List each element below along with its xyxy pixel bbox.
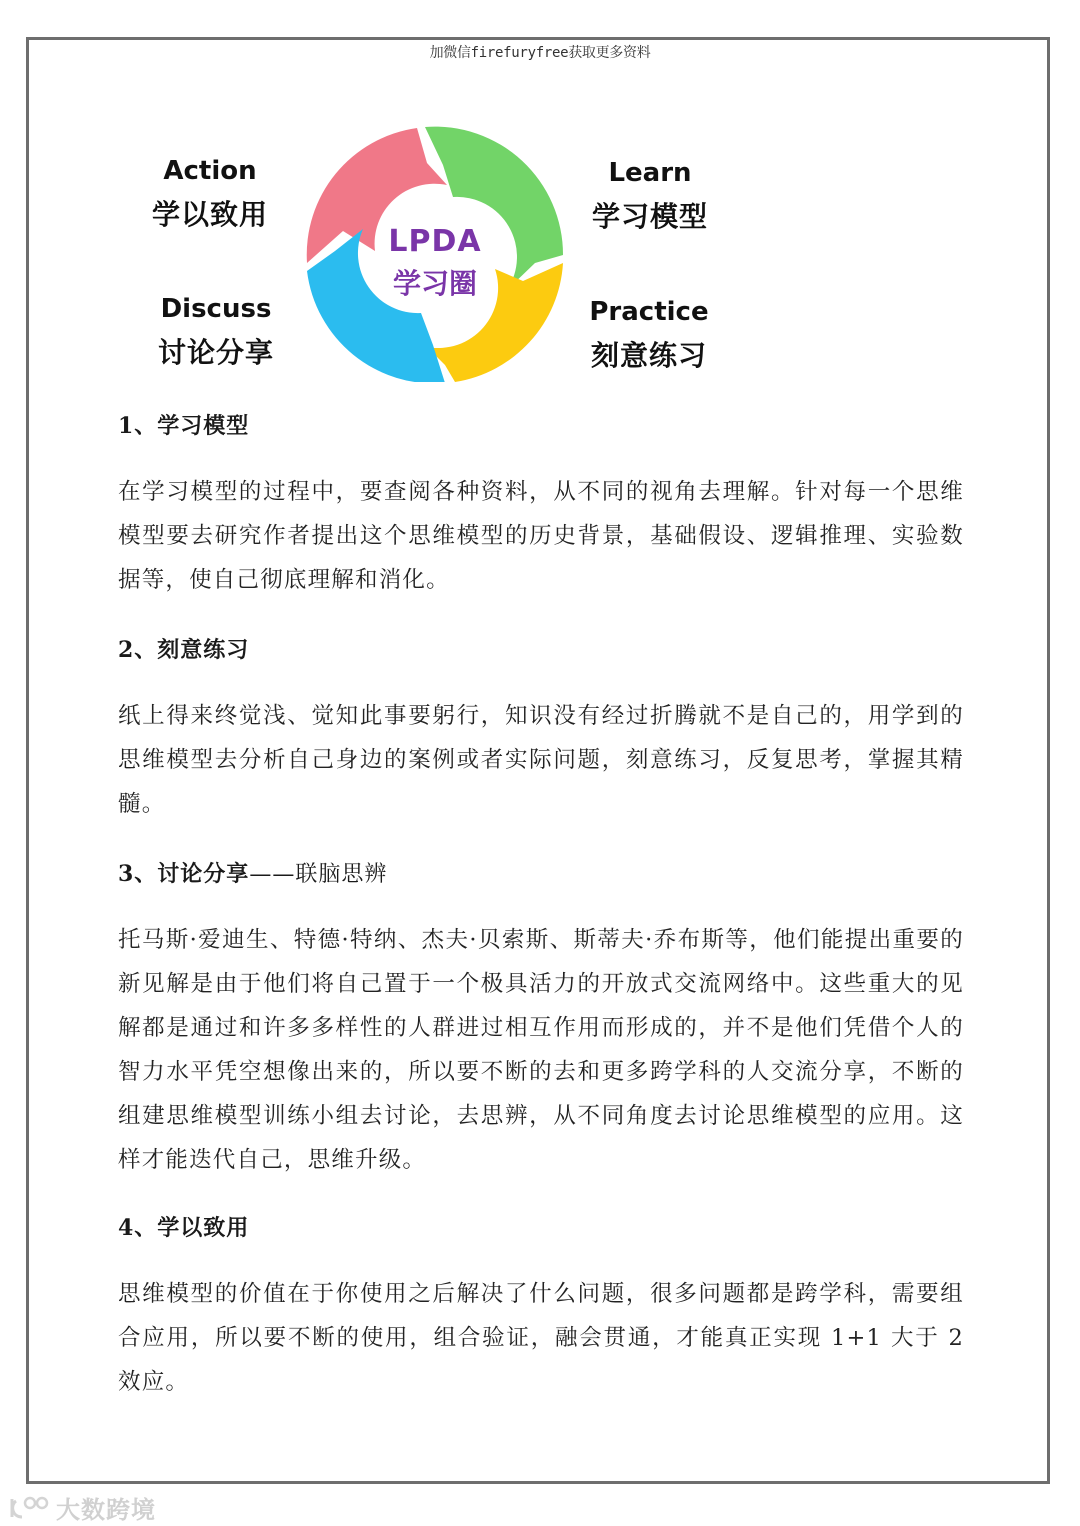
section-4-body: 思维模型的价值在于你使用之后解决了什么问题，很多问题都是跨学科，需要组合应用，所以要不断的使用，组合验证，融会贯通，才能真正实现 1+1 大于 2 效应。 xyxy=(118,1281,964,1395)
section-4-heading xyxy=(118,1211,249,1242)
section-2-heading-text: 2、刻意练习 xyxy=(118,637,250,663)
section-2-body: 纸上得来终觉浅、觉知此事要躬行，知识没有经过折腾就不是自己的，用学到的思维模型去分析自己身边的案例或者实际问题，刻意练习，反复思考，掌握其精髓。 xyxy=(118,703,964,817)
label-practice xyxy=(578,297,720,373)
label-practice-zh: 刻意练习 xyxy=(590,339,707,372)
section-3-body: 托马斯·爱迪生、特德·特纳、杰夫·贝索斯、斯蒂夫·乔布斯等，他们能提出重要的新见解是由于他们将自己置于一个极具活力的开放式交流网络中。这些重大的见解都是通过和许多多样性的人群进过相互作用而形成的，并不是他们凭借个人的智力水平凭空想像出来的，所以要不断的去和更多跨学科的人交流分享，不断的组建思维模型训练小组去讨论，去思辨，从不同角度去讨论思维模型的应用。这样才能迭代自己，思维升级。 xyxy=(118,927,964,1173)
section-1-body: 在学习模型的过程中，要查阅各种资料，从不同的视角去理解。针对每一个思维模型要去研究作者提出这个思维模型的历史背景，基础假设、逻辑推理、实验数据等，使自己彻底理解和消化。 xyxy=(118,479,964,593)
label-discuss xyxy=(146,294,286,370)
label-learn-zh: 学习模型 xyxy=(591,200,708,233)
label-practice-en: Practice xyxy=(589,297,709,327)
section-1-heading-text: 1、学习模型 xyxy=(118,413,250,439)
section-1-heading xyxy=(118,409,249,440)
label-learn xyxy=(582,158,718,234)
label-learn-en: Learn xyxy=(608,158,692,188)
label-action-en: Action xyxy=(163,156,257,186)
section-3-heading-text: 3、讨论分享 xyxy=(118,861,250,887)
label-action xyxy=(142,156,278,232)
section-3-heading xyxy=(118,857,387,888)
center-title: LPDA xyxy=(388,224,482,259)
section-2-heading xyxy=(118,633,249,664)
logo-icon xyxy=(8,1495,50,1521)
footer-logo-watermark xyxy=(8,1490,156,1525)
section-3-heading-suffix: ——联脑思辨 xyxy=(249,862,388,887)
header-watermark: 加微信firefuryfree获取更多资料 xyxy=(429,45,651,61)
footer-logo-text: 大数跨境 xyxy=(56,1496,156,1524)
label-action-zh: 学以致用 xyxy=(151,198,268,231)
label-discuss-en: Discuss xyxy=(160,294,272,324)
section-4-heading-text: 4、学以致用 xyxy=(118,1215,250,1241)
label-discuss-zh: 讨论分享 xyxy=(157,336,274,369)
center-subtitle: 学习圈 xyxy=(392,267,477,300)
lpda-cycle-diagram xyxy=(120,120,740,382)
